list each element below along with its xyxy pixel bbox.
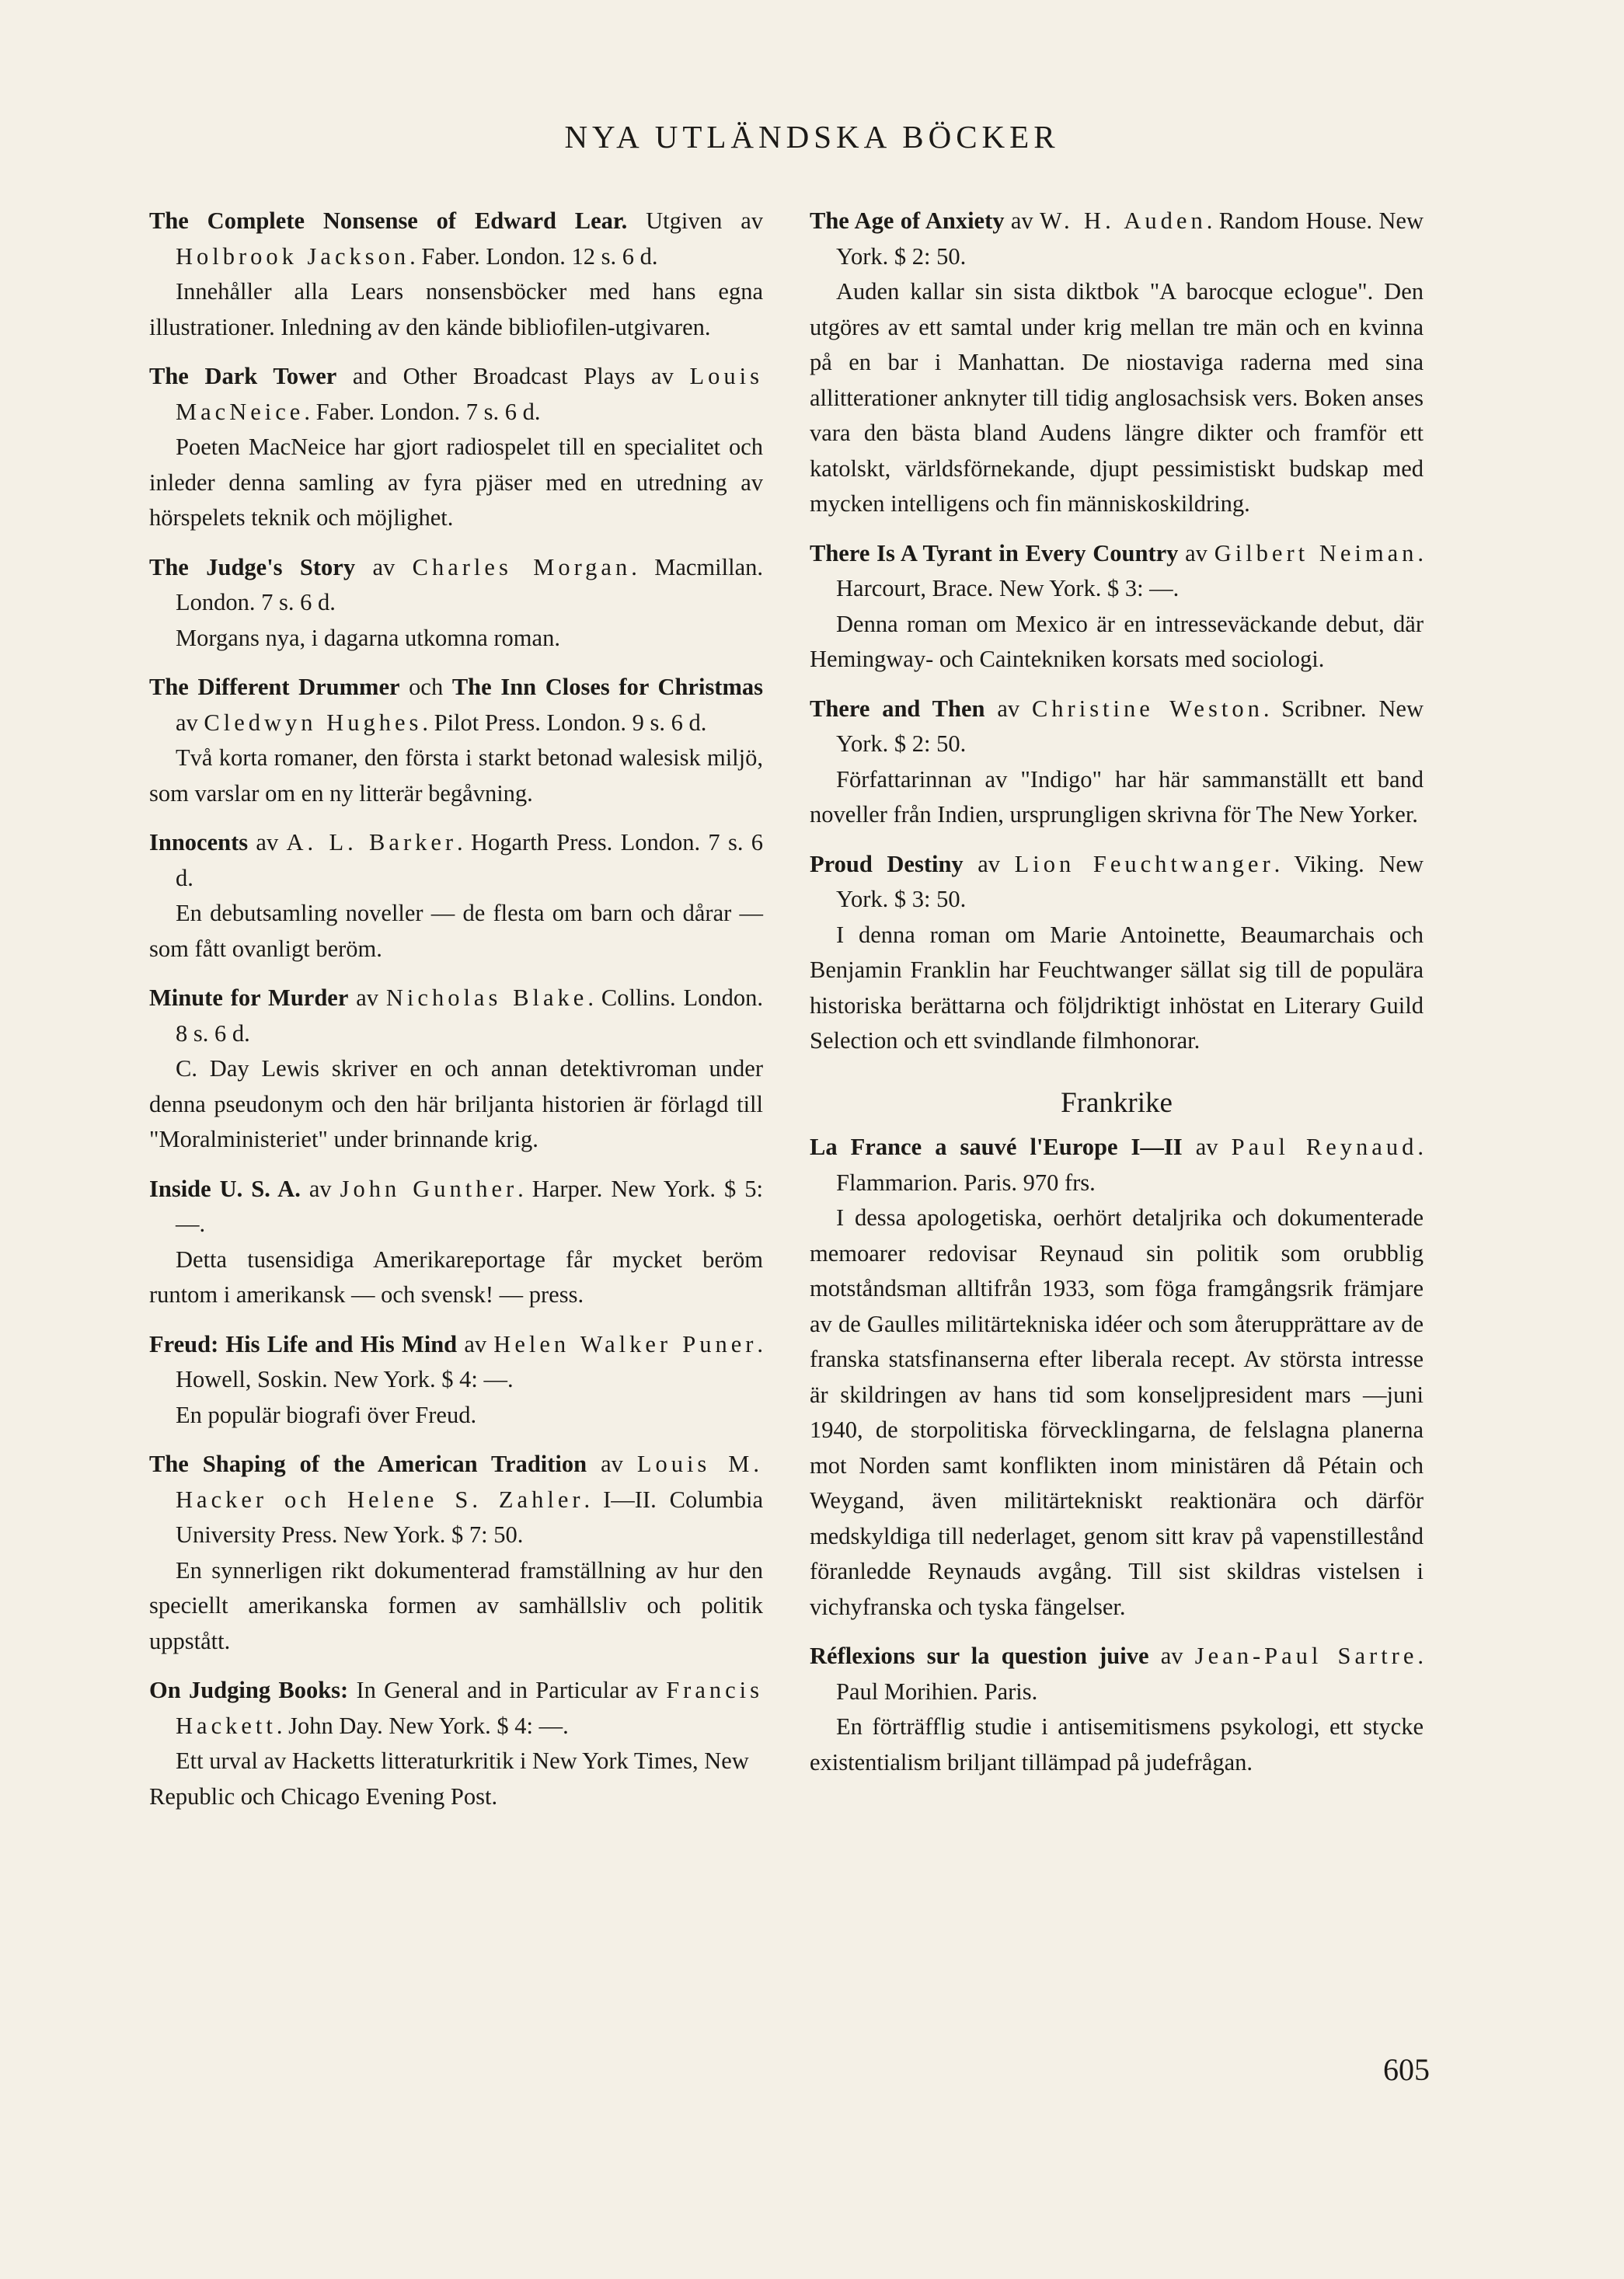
book-author: Christine Weston [1031, 695, 1263, 722]
author-prefix: av [1004, 207, 1040, 234]
book-title-second: Other Broadcast Plays [403, 363, 636, 389]
author-prefix: av [457, 1330, 494, 1357]
entry-heading [149, 1327, 763, 1398]
entry-heading [810, 536, 1424, 607]
book-description: En synnerligen rikt dokumenterad framställning av hur den speciellt amerikanska formen av samhällsliv och politik uppstått. [149, 1556, 763, 1654]
book-title: Proud Destiny [810, 850, 964, 877]
book-description: Denna roman om Mexico är en intresseväckande debut, där Hemingway- och Caintekniken korsats med sociologi. [810, 610, 1424, 672]
book-entry [810, 847, 1424, 1059]
book-description: I dessa apologetiska, oerhört detaljrika och dokumenterade memoarer redovisar Reynaud sin politik som orubblig motståndsman alltifrån 1933, som föga framgångsrik främjare av de Gaulles militärtekniska idéer och som återupprättare av de franska statsfinanserna efter liberala recept. Av största intresse är skildringen av hans tid som konseljpresident mars —juni 1940, de storpolitiska förvecklingarna, de felslagna planerna mot Norden samt konflikten inom ministären då Pétain och Weygand, även militärtekniskt reaktionära och därför medskyldiga till nederlaget, genom sitt krav på vapenstillestånd föranledde Reynauds avgång. Till sist skildras vistelsen i vichyfranska och tyska fängelser. [810, 1204, 1424, 1620]
entry-heading [810, 847, 1424, 918]
book-author: Nicholas Blake [385, 984, 588, 1011]
page-header: NYA UTLÄNDSKA BÖCKER [564, 119, 1060, 155]
book-author: Louis MacNeice [176, 363, 763, 425]
publication-info: . Howell, Soskin. New York. $ 4: —. [176, 1330, 764, 1392]
book-author: John Gunther [340, 1175, 518, 1202]
entry-heading [149, 204, 763, 274]
left-column [149, 204, 763, 1828]
book-author: Holbrook Jackson [176, 242, 410, 270]
book-entry [810, 204, 1424, 522]
publication-info: . Pilot Press. London. 9 s. 6 d. [422, 709, 707, 736]
entry-heading [810, 692, 1424, 762]
author-prefix: av [348, 984, 386, 1011]
book-author: Paul Reynaud [1231, 1134, 1418, 1160]
author-prefix: Utgiven av [627, 207, 763, 234]
entry-heading [149, 1172, 763, 1242]
author-prefix: av [985, 695, 1032, 722]
book-description: Innehåller alla Lears nonsensböcker med hans egna illustrationer. Inledning av den kände bibliofilen-utgivaren. [149, 278, 763, 340]
book-description: Två korta romaner, den första i starkt betonad walesisk miljö, som varslar om en ny litterär begåvning. [149, 744, 763, 807]
publication-info: . Flammarion. Paris. 970 frs. [836, 1134, 1424, 1196]
book-entry [149, 825, 763, 967]
book-entry [149, 550, 763, 657]
author-prefix: av [963, 850, 1015, 877]
book-title: The Shaping of the American Tradition [149, 1451, 587, 1477]
book-title: Réflexions sur la question juive [810, 1643, 1149, 1669]
publication-info: . John Day. New York. $ 4: —. [276, 1712, 569, 1739]
book-title: The Different Drummer [149, 674, 400, 700]
book-entry [149, 670, 763, 811]
entry-heading [810, 204, 1424, 274]
book-title: Minute for Murder [149, 984, 349, 1011]
author-prefix: av [627, 1677, 667, 1703]
publication-info: . Faber. London. 7 s. 6 d. [304, 398, 541, 425]
book-description: Auden kallar sin sista diktbok "A barocque eclogue". Den utgöres av ett samtal under krig mellan tre män och en kvinna på en bar i Manhattan. De niostaviga raderna med sina allitterationer anknyter till tidig anglosachsisk vers. Boken anses vara den bästa bland Audens längre dikter och framför ett katolskt, världsförnekande, djupt pessimistiskt budskap med mycken intelligens och fin människoskildring. [810, 278, 1424, 517]
book-description: Ett urval av Hacketts litteraturkritik i New York Times, New Republic och Chicago Evening Post. [149, 1748, 749, 1810]
author-prefix: av [1178, 539, 1215, 566]
book-description: C. Day Lewis skriver en och annan detektivroman under denna pseudonym och den här briljanta historien är förlagd till "Moralministeriet" under brinnande krig. [149, 1055, 763, 1152]
book-title: The Judge's Story [149, 553, 356, 580]
book-description: En populär biografi över Freud. [176, 1401, 477, 1428]
publication-info: . Collins. London. 8 s. 6 d. [176, 984, 763, 1047]
entry-heading [149, 670, 763, 741]
book-title-rest: In General and in Particular [348, 1677, 628, 1703]
page-number: 605 [1383, 2052, 1430, 2087]
book-title: Inside U. S. A. [149, 1175, 301, 1202]
book-entry [149, 981, 763, 1158]
author-prefix: av [1148, 1643, 1195, 1669]
entry-heading [810, 1130, 1424, 1200]
section-heading-frankrike: Frankrike [1061, 1086, 1173, 1119]
book-author: W. H. Auden [1040, 207, 1207, 234]
entry-heading [149, 359, 763, 430]
publication-info: . Macmillan. London. 7 s. 6 d. [176, 553, 763, 615]
publication-info: . Harper. New York. $ 5: —. [176, 1175, 763, 1237]
book-description: Poeten MacNeice har gjort radiospelet till en specialitet och inleder denna samling av fyra pjäser med en utredning av hörspelets teknik och möjlighet. [149, 434, 763, 531]
book-description: En debutsamling noveller — de flesta om barn och dårar — som fått ovanligt beröm. [149, 900, 763, 962]
book-author: Charles Morgan [412, 553, 632, 580]
book-entry [149, 1327, 763, 1434]
book-entry [810, 1639, 1424, 1780]
book-title: The Complete Nonsense of Edward Lear. [149, 207, 628, 234]
book-entry [810, 536, 1424, 678]
book-description: I denna roman om Marie Antoinette, Beaumarchais och Benjamin Franklin har Feuchtwanger sällat sig till de populära historiska berättarna och följdriktigt inhöstat en Literary Guild Selection och ett svindlande filmhonorar. [810, 921, 1424, 1054]
entry-heading [149, 825, 763, 896]
book-title: On Judging Books: [149, 1677, 349, 1703]
book-entry [810, 692, 1424, 833]
entry-heading [149, 981, 763, 1051]
book-title: The Dark Tower [149, 363, 337, 389]
publication-info: . Hogarth Press. London. 7 s. 6 d. [176, 829, 764, 891]
author-prefix: av [248, 829, 287, 855]
book-author: A. L. Barker [286, 829, 458, 855]
publication-info: . Harcourt, Brace. New York. $ 3: —. [836, 539, 1424, 601]
publication-info: . Viking. New York. $ 3: 50. [836, 850, 1424, 912]
entry-heading [149, 550, 763, 621]
book-title: Freud: His Life and His Mind [149, 1330, 458, 1357]
publication-info: . Paul Morihien. Paris. [836, 1643, 1424, 1705]
publication-info: . Random House. New York. $ 2: 50. [836, 207, 1424, 270]
publication-info: . Scribner. New York. $ 2: 50. [836, 695, 1424, 757]
author-prefix: av [587, 1451, 637, 1477]
book-title: Innocents [149, 829, 249, 855]
book-entry [149, 1447, 763, 1659]
book-author: Francis Hackett [176, 1677, 764, 1739]
book-description: Morgans nya, i dagarna utkomna roman. [176, 624, 560, 651]
book-author: Lion Feuchtwanger [1014, 850, 1274, 877]
author-prefix: av [635, 363, 690, 389]
book-entry [149, 359, 763, 536]
book-description: En förträfflig studie i antisemitismens psykologi, ett stycke existentialism briljant tillämpad på judefrågan. [810, 1713, 1424, 1775]
author-prefix: av [1182, 1134, 1232, 1160]
title-connector: and [336, 363, 403, 389]
book-entry [149, 1172, 763, 1313]
author-prefix: av [300, 1175, 340, 1202]
book-entry [149, 204, 763, 345]
entry-heading [149, 1673, 763, 1744]
book-title: There and Then [810, 695, 985, 722]
book-title: La France a sauvé l'Europe I—II [810, 1134, 1183, 1160]
entry-heading [149, 1447, 763, 1553]
book-author: Helen Walker Puner [493, 1330, 758, 1357]
book-description: Detta tusensidiga Amerikareportage får mycket beröm runtom i amerikansk — och svensk! — press. [149, 1246, 763, 1308]
book-entry [810, 1130, 1424, 1625]
book-title-second: The Inn Closes for Christmas [451, 674, 763, 700]
book-description: Författarinnan av "Indigo" har här sammanställt ett band noveller från Indien, ursprungligen skrivna för The New Yorker. [810, 765, 1424, 828]
book-author: Louis M. Hacker och Helene S. Zahler [176, 1451, 763, 1513]
book-author: Gilbert Neiman [1214, 539, 1418, 566]
right-column [810, 204, 1424, 1794]
publication-info: . I—II. Columbia University Press. New York. $ 7: 50. [176, 1486, 763, 1548]
book-author: Cledwyn Hughes [204, 709, 423, 736]
author-prefix: av [176, 709, 204, 736]
author-prefix: av [355, 553, 413, 580]
publication-info: . Faber. London. 12 s. 6 d. [409, 242, 658, 270]
title-connector: och [399, 674, 452, 700]
book-entry [149, 1673, 763, 1814]
book-author: Jean-Paul Sartre [1194, 1643, 1418, 1669]
book-title: There Is A Tyrant in Every Country [810, 539, 1179, 566]
book-title: The Age of Anxiety [810, 207, 1005, 234]
entry-heading [810, 1639, 1424, 1709]
